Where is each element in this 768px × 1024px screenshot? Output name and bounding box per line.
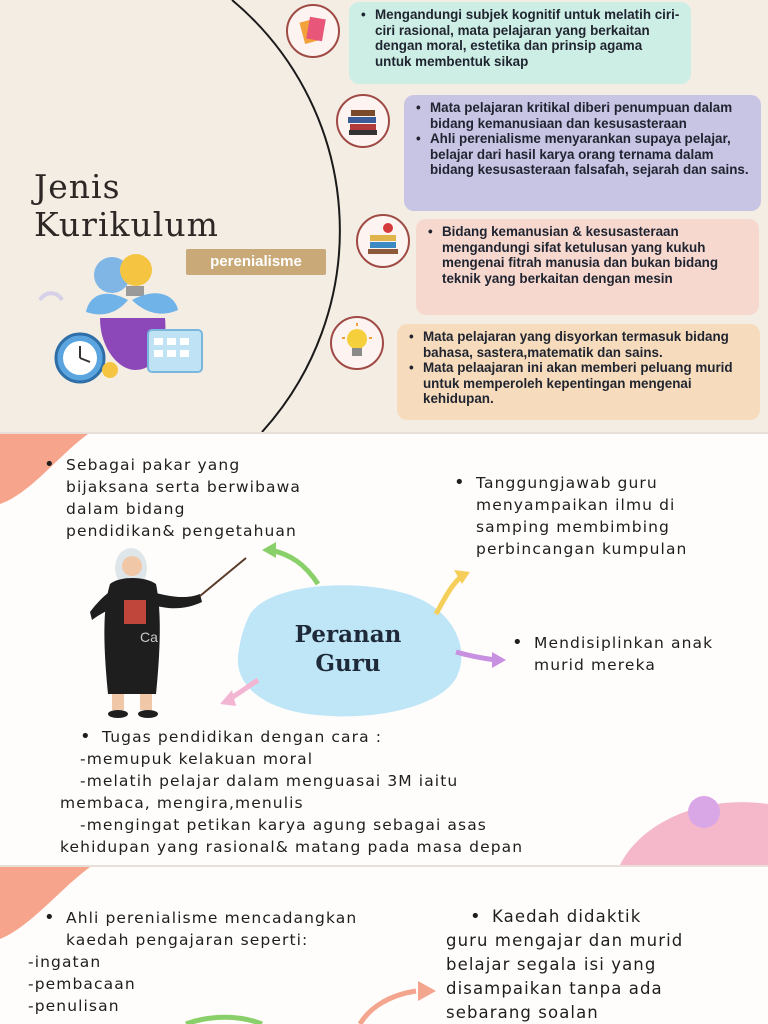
bottom-line1: • Tugas pendidikan dengan cara : <box>102 726 523 748</box>
box2-item-2: • Ahli perenialisme menyarankan supaya pelajar, belajar dari hasil karya orang ternama dalam bidang kesusasteraan falsafah, sejarah dan sains. <box>430 131 751 178</box>
info-box-4 <box>397 324 760 420</box>
text-top-left <box>66 454 301 542</box>
top-left-line3: dalam bidang <box>66 500 186 518</box>
bottom-line6: kehidupan yang rasional& matang pada masa depan <box>60 838 524 856</box>
slide-jenis-kurikulum <box>0 0 768 432</box>
right-line1: • Kaedah didaktik <box>492 905 683 929</box>
slide-kaedah-pengajaran <box>0 865 768 1024</box>
top-left-line1: • Sebagai pakar yang <box>66 454 301 476</box>
page-title-line2: Kurikulum <box>34 205 219 244</box>
page-title-line1: Jenis <box>34 167 121 206</box>
teacher-illustration <box>90 548 246 718</box>
arrow-yellow <box>436 576 462 614</box>
lightbulb-icon <box>330 316 384 370</box>
right-line4: disampaikan tanpa ada <box>446 979 663 998</box>
right-line3: belajar segala isi yang <box>446 955 657 974</box>
arrow-orange <box>360 991 416 1024</box>
top-right-line1: • Tanggungjawab guru <box>476 472 687 494</box>
top-right-line4: perbincangan kumpulan <box>476 540 688 558</box>
info-box-3 <box>416 219 759 315</box>
text-right <box>446 905 683 1024</box>
arrow-purple <box>456 652 496 660</box>
left-line1: • Ahli perenialisme mencadangkan <box>66 907 357 929</box>
text-bottom <box>60 726 523 858</box>
divider-arc <box>232 0 340 432</box>
arrow-green <box>186 1017 262 1024</box>
text-top-right <box>476 472 687 560</box>
left-line5: -penulisan <box>28 997 120 1015</box>
left-line4: -pembacaan <box>28 975 136 993</box>
box4-item-2: • Mata pelaajaran ini akan memberi peluang murid untuk memperoleh kepentingan mengenai kehidupan. <box>423 360 750 407</box>
mid-right-line1: • Mendisiplinkan anak <box>534 632 713 654</box>
mid-right-line2: murid mereka <box>534 656 656 674</box>
info-box-1 <box>349 2 691 84</box>
books-apple-icon <box>356 214 410 268</box>
box2-item-1: • Mata pelajaran kritikal diberi penumpuan dalam bidang kemanusiaan dan kesusasteraan <box>430 100 751 131</box>
decor-dot <box>688 796 720 828</box>
top-left-line4: pendidikan& pengetahuan <box>66 522 297 540</box>
book-stack-icon <box>336 94 390 148</box>
box4-item-1: • Mata pelajaran yang disyorkan termasuk bidang bahasa, sastera,matematik dan sains. <box>423 329 750 360</box>
bottom-line4: membaca, mengira,menulis <box>60 794 304 812</box>
left-line3: -ingatan <box>28 953 102 971</box>
center-title-line2: Guru <box>315 650 381 677</box>
text-mid-right <box>534 632 713 676</box>
center-title <box>248 620 448 678</box>
info-box-2 <box>404 95 761 211</box>
bottom-line2: -memupuk kelakuan moral <box>80 750 314 768</box>
learning-illustration <box>40 254 202 382</box>
center-title-line1: Peranan <box>294 621 402 648</box>
top-right-line3: samping membimbing <box>476 518 670 536</box>
right-line5: sebarang soalan <box>446 1003 599 1022</box>
arrow-green <box>270 550 318 584</box>
box1-item-1: • Mengandungi subjek kognitif untuk melatih ciri-ciri rasional, mata pelajaran yang berkaitan dengan moral, estetika dan prinsip agama untuk membentuk sikap <box>375 7 681 69</box>
left-line2: kaedah pengajaran seperti: <box>66 931 309 949</box>
top-left-line2: bijaksana serta berwibawa <box>66 478 301 496</box>
box3-item-1: • Bidang kemanusian & kesusasteraan mengandungi sifat ketulusan yang kukuh mengenai fitrah manusia dan bukan bidang teknik yang berkaitan dengan mesin <box>442 224 749 286</box>
slide-peranan-guru <box>0 432 768 865</box>
books-icon <box>286 4 340 58</box>
watermark: Ca <box>140 629 158 645</box>
top-right-line2: menyampaikan ilmu di <box>476 496 676 514</box>
bottom-line5: -mengingat petikan karya agung sebagai asas <box>80 816 487 834</box>
perenialisme-tag: perenialisme <box>186 249 326 275</box>
text-left <box>28 907 357 1017</box>
bottom-line3: -melatih pelajar dalam menguasai 3M iaitu <box>80 772 459 790</box>
right-line2: guru mengajar dan murid <box>446 931 684 950</box>
